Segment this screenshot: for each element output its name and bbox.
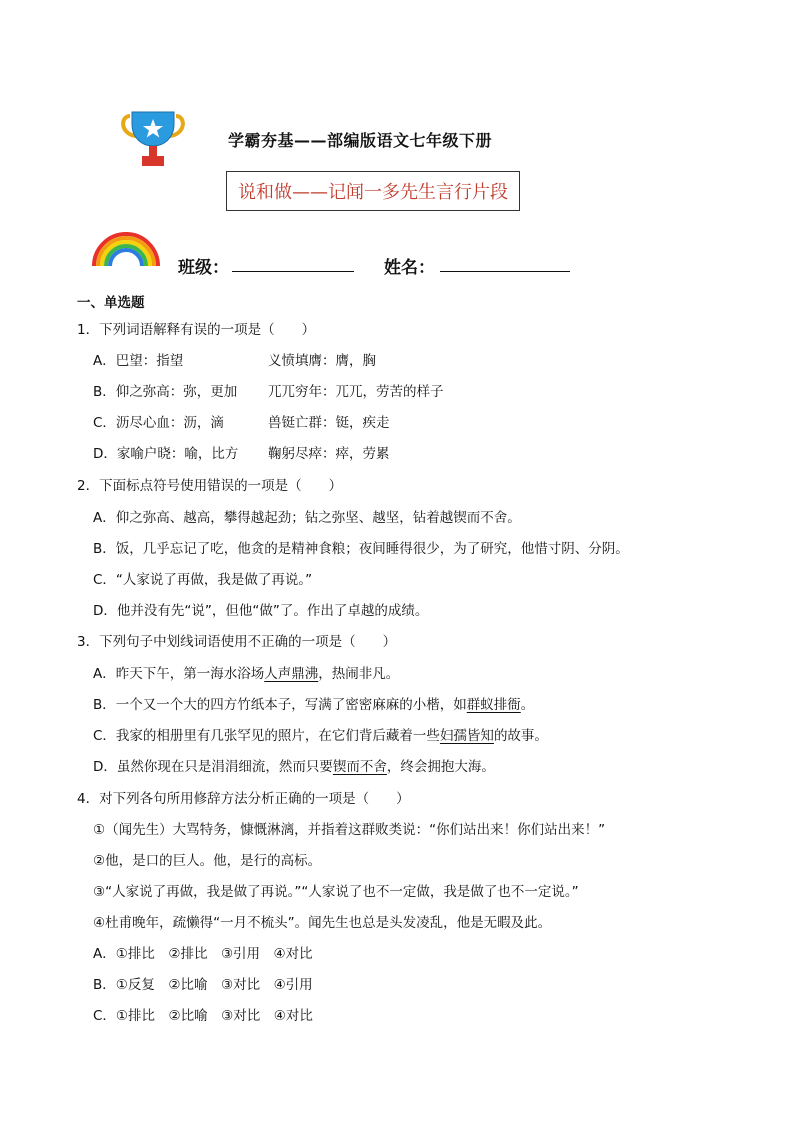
class-label: 班级： bbox=[178, 258, 229, 278]
option-text: ，热闹非凡。 bbox=[318, 666, 400, 682]
q1-option-d[interactable]: D．家喻户晓：喻，比方 bbox=[93, 446, 239, 462]
trophy-icon bbox=[118, 110, 188, 170]
option-text: C．我家的相册里有几张罕见的照片，在它们背后藏着一些 bbox=[93, 728, 440, 744]
q4-sentence-1: ①（闻先生）大骂特务，慷慨淋漓，并指着这群败类说：“你们站出来！你们站出来！” bbox=[93, 822, 606, 838]
question-3-stem: 3．下列句子中划线词语使用不正确的一项是（ ） bbox=[77, 634, 397, 650]
q1-option-a-second: 义愤填膺：膺，胸 bbox=[268, 353, 376, 369]
q4-option-c[interactable]: C．①排比 ②比喻 ③对比 ④对比 bbox=[93, 1008, 313, 1024]
option-text: ，终会拥抱大海。 bbox=[386, 759, 495, 775]
q4-sentence-2: ②他，是口的巨人。他，是行的高标。 bbox=[93, 853, 322, 869]
q1-option-d-second: 鞠躬尽瘁：瘁，劳累 bbox=[268, 446, 390, 462]
q1-option-b[interactable]: B．仰之弥高：弥，更加 bbox=[93, 384, 238, 400]
lesson-title-box bbox=[226, 171, 520, 211]
question-4-stem: 4．对下列各句所用修辞方法分析正确的一项是（ ） bbox=[77, 791, 410, 807]
option-text: D．虽然你现在只是涓涓细流，然而只要 bbox=[93, 759, 333, 775]
q2-option-b[interactable]: B．饭，几乎忘记了吃，他贪的是精神食粮；夜间睡得很少，为了研究，他惜寸阴、分阴。 bbox=[93, 541, 629, 557]
name-field[interactable] bbox=[440, 271, 570, 272]
q3-option-a[interactable] bbox=[93, 665, 399, 683]
lesson-title: 说和做——记闻一多先生言行片段 bbox=[238, 182, 508, 203]
underlined-phrase: 群蚁排衙 bbox=[466, 697, 521, 713]
q4-option-b[interactable]: B．①反复 ②比喻 ③对比 ④引用 bbox=[93, 977, 313, 993]
q1-option-c-second: 兽铤亡群：铤，疾走 bbox=[268, 415, 390, 431]
q4-sentence-4: ④杜甫晚年，疏懒得“一月不梳头”。闻先生也总是头发凌乱，他是无暇及此。 bbox=[93, 915, 552, 931]
name-label: 姓名： bbox=[384, 258, 435, 278]
q3-option-b[interactable] bbox=[93, 696, 534, 714]
q2-option-d[interactable]: D．他并没有先“说”，但他“做”了。作出了卓越的成绩。 bbox=[93, 603, 429, 619]
q1-option-a[interactable]: A．巴望：指望 bbox=[93, 353, 184, 369]
section-title: 一、单选题 bbox=[77, 295, 145, 311]
question-1-stem: 1．下列词语解释有误的一项是（ ） bbox=[77, 322, 316, 338]
q1-option-b-second: 兀兀穷年：兀兀，劳苦的样子 bbox=[268, 384, 444, 400]
rainbow-icon bbox=[90, 226, 162, 268]
option-text: A．昨天下午，第一海水浴场 bbox=[93, 666, 265, 682]
page-title: 学霸夯基——部编版语文七年级下册 bbox=[228, 131, 493, 150]
underlined-phrase: 人声鼎沸 bbox=[264, 666, 319, 682]
question-2-stem: 2．下面标点符号使用错误的一项是（ ） bbox=[77, 478, 343, 494]
q2-option-c[interactable]: C．“人家说了再做，我是做了再说。” bbox=[93, 572, 313, 588]
option-text: 。 bbox=[520, 697, 535, 713]
q3-option-c[interactable] bbox=[93, 727, 548, 745]
q2-option-a[interactable]: A．仰之弥高、越高，攀得越起劲；钻之弥坚、越坚，钻着越锲而不舍。 bbox=[93, 510, 521, 526]
option-text: 的故事。 bbox=[493, 728, 548, 744]
option-text: B．一个又一个大的四方竹纸本子，写满了密密麻麻的小楷，如 bbox=[93, 697, 467, 713]
class-field[interactable] bbox=[232, 271, 354, 272]
q4-option-a[interactable]: A．①排比 ②排比 ③引用 ④对比 bbox=[93, 946, 313, 962]
underlined-phrase: 锲而不舍 bbox=[332, 759, 387, 775]
q1-option-c[interactable]: C．沥尽心血：沥，滴 bbox=[93, 415, 224, 431]
q4-sentence-3: ③“人家说了再做，我是做了再说。”“人家说了也不一定做，我是做了也不一定说。” bbox=[93, 884, 579, 900]
underlined-phrase: 妇孺皆知 bbox=[439, 728, 494, 744]
q3-option-d[interactable] bbox=[93, 758, 495, 776]
